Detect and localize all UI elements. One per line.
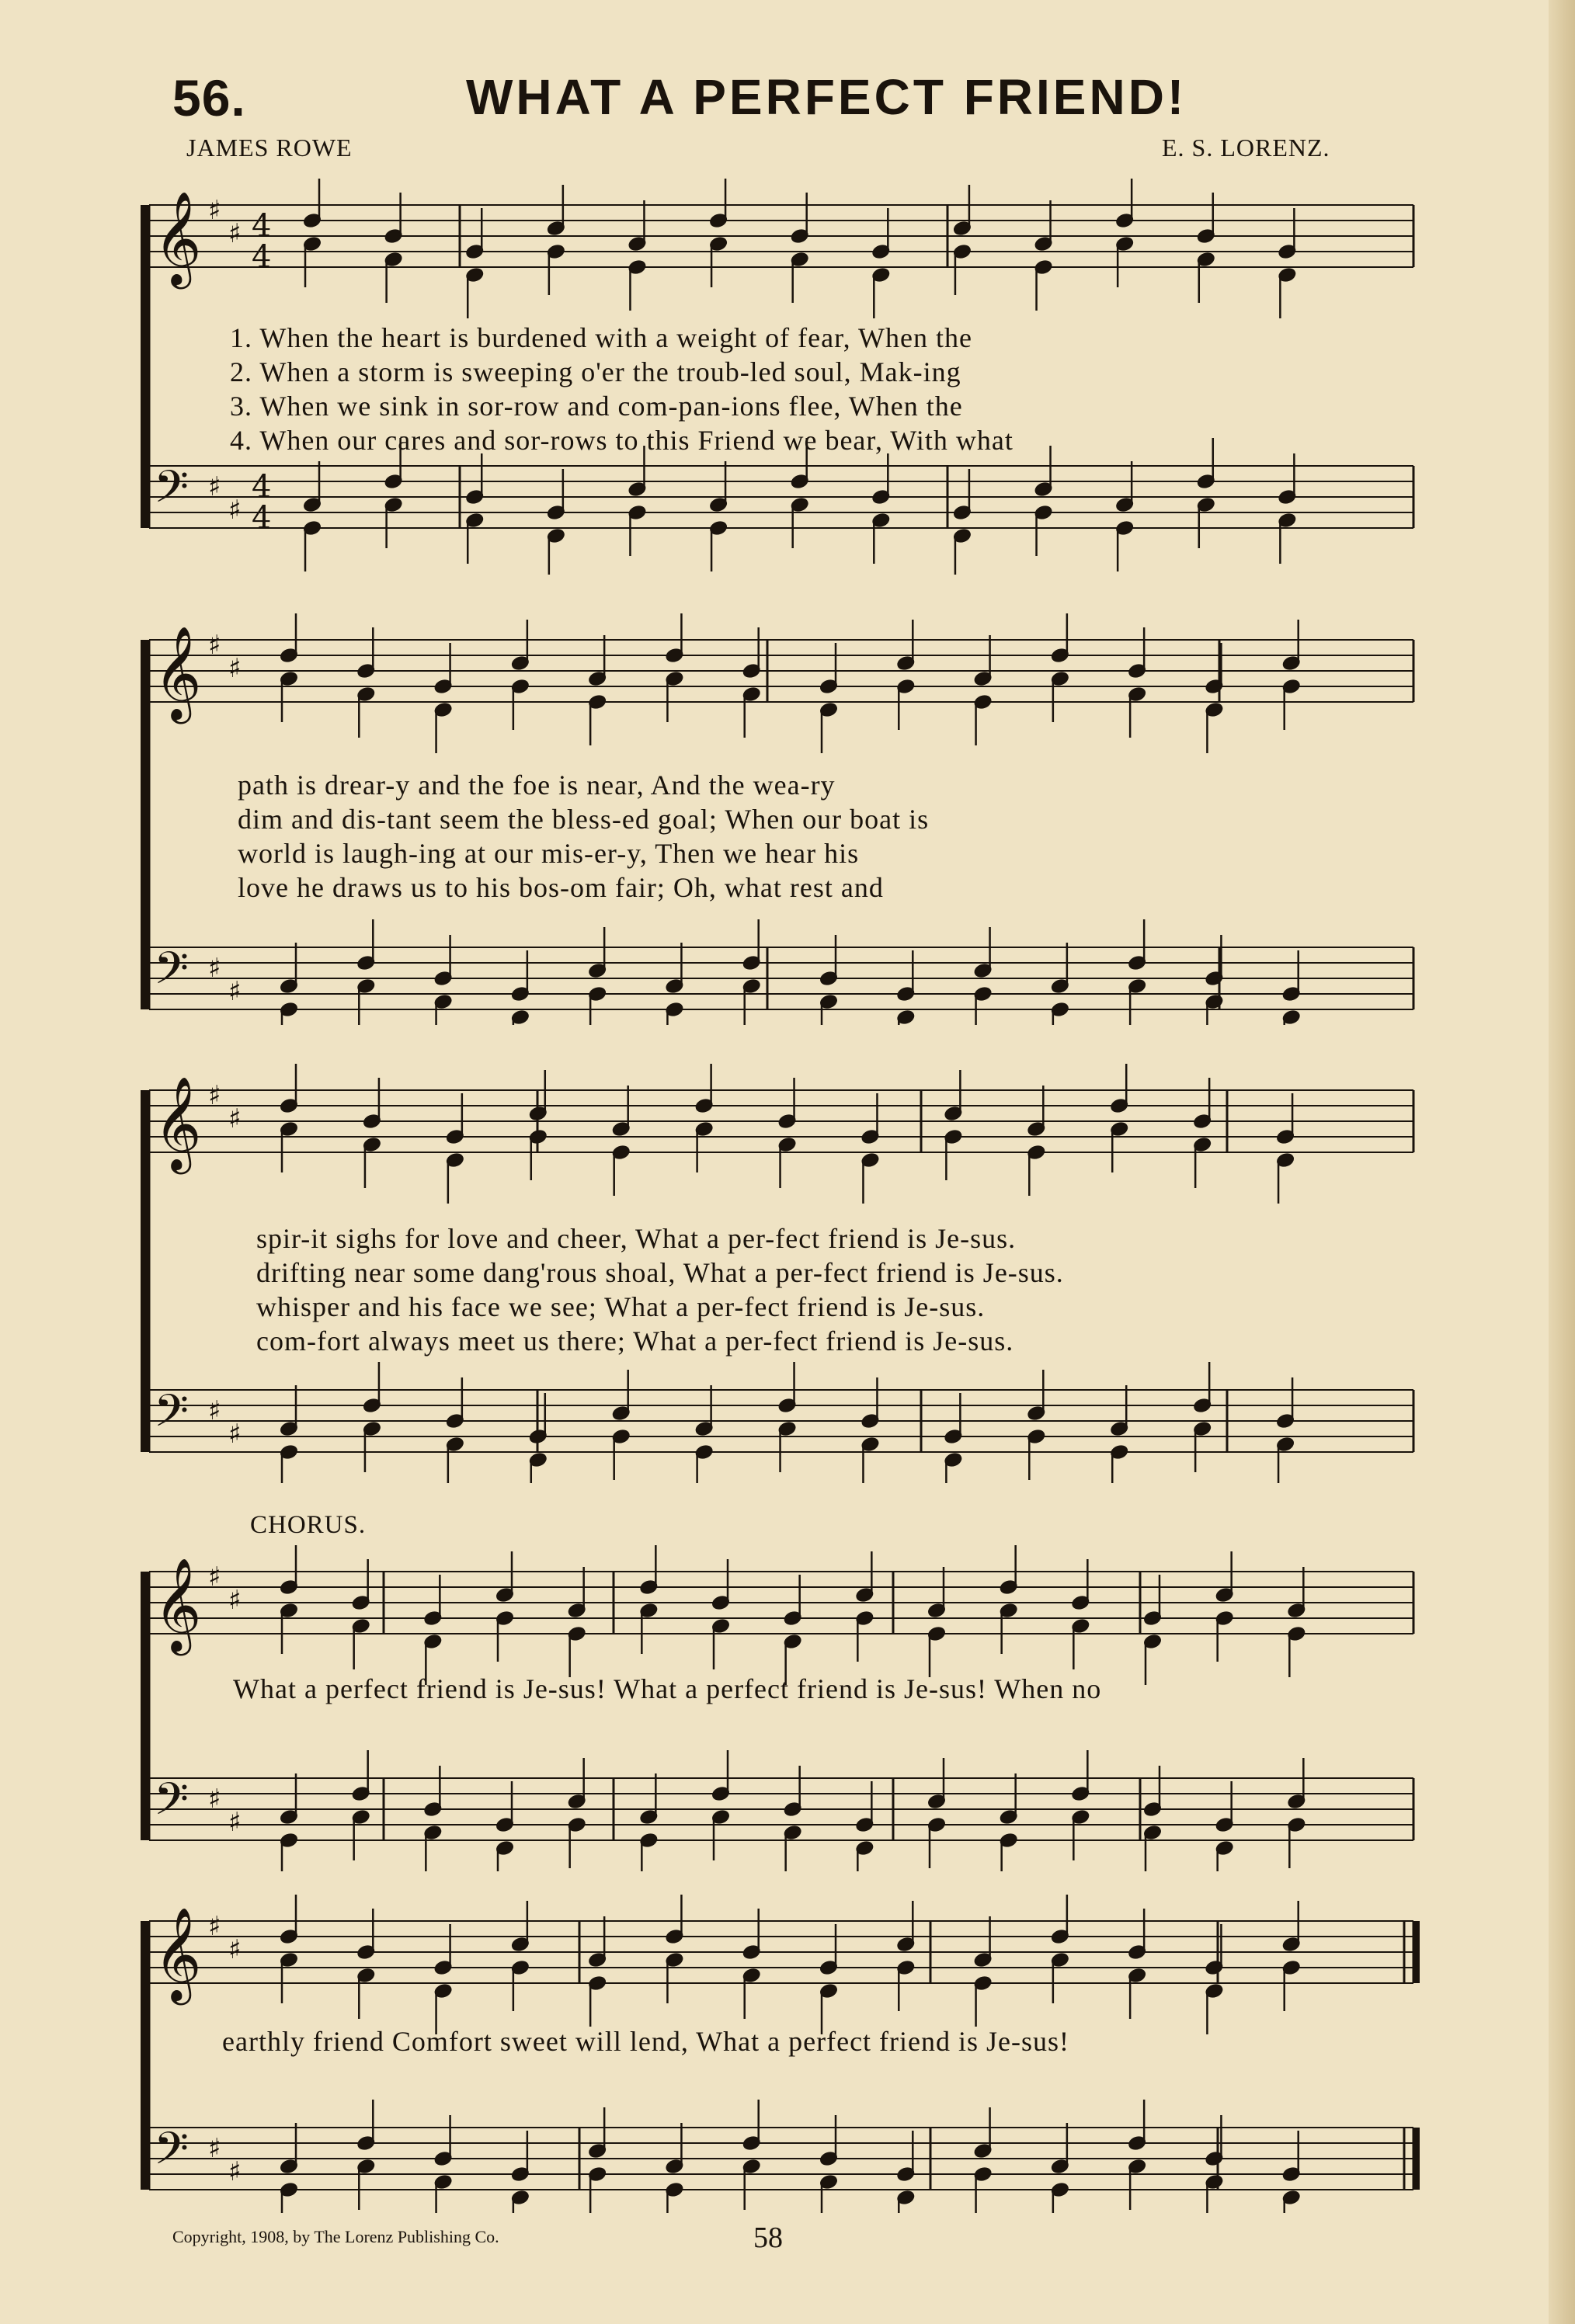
music-system-4: [134, 1545, 1429, 1871]
svg-text:♯: ♯: [208, 630, 221, 661]
svg-text:♯: ♯: [208, 2133, 221, 2164]
verse-line: 4. When our cares and sor-rows to this Friend we bear, With what: [230, 425, 1013, 456]
svg-text:𝄢: 𝄢: [154, 2122, 189, 2186]
svg-text:𝄞: 𝄞: [154, 1557, 202, 1652]
svg-text:4: 4: [252, 239, 272, 275]
music-system-1: [134, 179, 1429, 575]
svg-text:4: 4: [252, 500, 272, 536]
verse-line: earthly friend Comfort sweet will lend, What a perfect friend is Je-sus!: [222, 2026, 1070, 2057]
svg-text:𝄢: 𝄢: [154, 1384, 189, 1448]
verse-line: 3. When we sink in sor-row and com-pan-ions flee, When the: [230, 391, 963, 422]
verse-line: com-fort always meet us there; What a per-fect friend is Je-sus.: [256, 1325, 1014, 1357]
svg-text:4: 4: [252, 469, 272, 505]
svg-text:𝄞: 𝄞: [154, 625, 202, 720]
svg-text:♯: ♯: [228, 2156, 242, 2187]
page-number: 58: [753, 2222, 783, 2254]
svg-text:♯: ♯: [228, 1103, 242, 1134]
hymn-title: WHAT A PERFECT FRIEND!: [466, 69, 1187, 125]
svg-text:♯: ♯: [208, 1561, 221, 1593]
verse-line: whisper and his face we see; What a per-fect friend is Je-sus.: [256, 1291, 986, 1322]
svg-text:♯: ♯: [208, 953, 221, 984]
hymn-number: 56.: [172, 69, 246, 127]
page-edge: [1549, 0, 1575, 2324]
music-system-5: [134, 1895, 1429, 2213]
svg-text:♯: ♯: [228, 653, 242, 684]
composer: E. S. LORENZ.: [1162, 134, 1330, 162]
svg-text:𝄞: 𝄞: [154, 190, 202, 285]
verse-line: world is laugh-ing at our mis-er-y, Then we hear his: [238, 838, 860, 869]
verse-line: 1. When the heart is burdened with a weight of fear, When the: [230, 322, 972, 353]
svg-text:♯: ♯: [208, 1395, 221, 1426]
chorus-label: CHORUS.: [250, 1511, 367, 1539]
svg-text:♯: ♯: [228, 1807, 242, 1838]
svg-text:♯: ♯: [228, 1585, 242, 1616]
verse-line: What a perfect friend is Je-sus! What a perfect friend is Je-sus! When no: [233, 1673, 1102, 1704]
verse-line: path is drear-y and the foe is near, And the wea-ry: [238, 769, 836, 801]
svg-text:♯: ♯: [208, 195, 221, 226]
svg-text:♯: ♯: [228, 495, 242, 526]
svg-text:𝄢: 𝄢: [154, 1773, 189, 1836]
svg-text:♯: ♯: [228, 1934, 242, 1965]
music-system-2: [134, 613, 1429, 1025]
verse-line: spir-it sighs for love and cheer, What a per-fect friend is Je-sus.: [256, 1223, 1017, 1254]
svg-text:♯: ♯: [208, 1911, 221, 1942]
svg-text:𝄞: 𝄞: [154, 1906, 202, 2001]
copyright-notice: Copyright, 1908, by The Lorenz Publishing Co.: [172, 2227, 499, 2246]
svg-text:♯: ♯: [208, 471, 221, 502]
staff-notation: [134, 1545, 1429, 1871]
svg-text:♯: ♯: [228, 1419, 242, 1450]
verse-line: 2. When a storm is sweeping o'er the troub-led soul, Mak-ing: [230, 356, 961, 387]
svg-text:𝄢: 𝄢: [154, 460, 189, 524]
verse-line: dim and dis-tant seem the bless-ed goal; When our boat is: [238, 804, 930, 835]
svg-text:𝄢: 𝄢: [154, 942, 189, 1006]
svg-text:♯: ♯: [208, 1784, 221, 1815]
svg-text:♯: ♯: [208, 1080, 221, 1111]
svg-text:4: 4: [252, 208, 272, 244]
svg-text:♯: ♯: [228, 976, 242, 1007]
verse-line: drifting near some dang'rous shoal, What a per-fect friend is Je-sus.: [256, 1257, 1064, 1288]
svg-text:♯: ♯: [228, 218, 242, 249]
lyricist: JAMES ROWE: [186, 134, 353, 162]
svg-text:𝄞: 𝄞: [154, 1075, 202, 1170]
music-system-3: [134, 1064, 1429, 1483]
verse-line: love he draws us to his bos-om fair; Oh, what rest and: [238, 872, 884, 903]
